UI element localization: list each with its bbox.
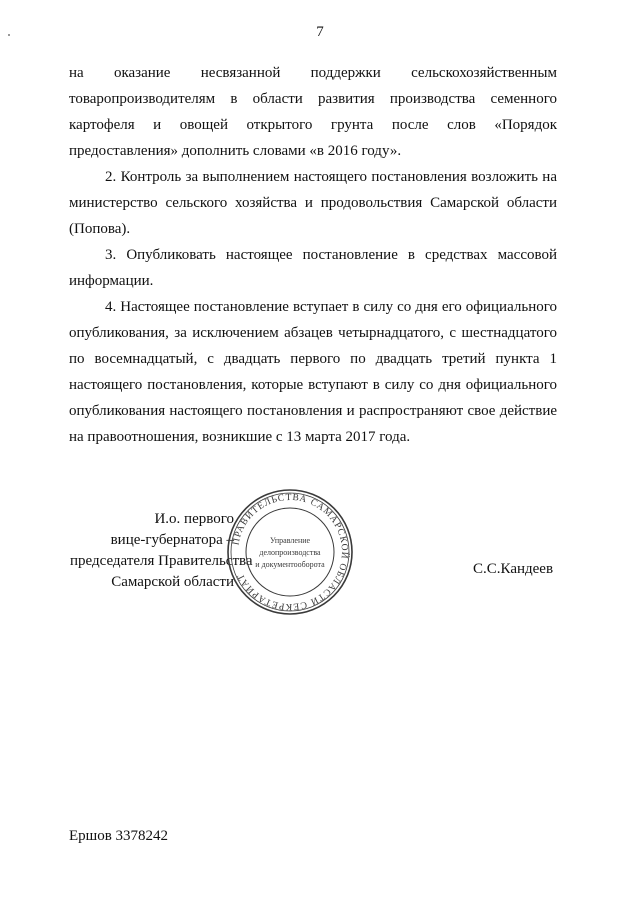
seal-inner-line: Управление [269,536,311,545]
signatory-title-line: председателя Правительства [70,553,253,569]
signatory-title-line: И.о. первого [154,511,234,527]
document-body [69,60,557,450]
signatory-title [70,509,253,593]
page-number: 7 [316,24,324,40]
signatory-name: С.С.Кандеев [473,561,554,577]
paragraph-item-4: 4. Настоящее постановление вступает в силу со дня его официального опубликования, за исключением абзацев четырнадцатого, с шестнадцатого по восемнадцатый, с двадцать первого по двадцать третий пункта 1 настоящего постановления, которые вступают в силу со дня официального опубликования настоящего постановления и распространяют свое действие на правоотношения, возникшие с 13 марта 2017 года. [69,299,557,445]
official-seal-stamp [225,487,355,617]
footer-executor-code: Ершов 3378242 [69,828,169,844]
signatory-title-line: Самарской области [111,574,234,590]
seal-graphic [225,487,355,617]
seal-ring-text: ПРАВИТЕЛЬСТВА САМАРСКОЙ ОБЛАСТИ СЕКРЕТАРИАТ [231,492,350,612]
seal-inner-line: и документооборота [255,560,325,569]
paragraph-continuation: на оказание несвязанной поддержки сельскохозяйственным товаропроизводителям в области развития производства семенного картофеля и овощей открытого грунта после слов «Порядок предоставления» дополнить словами «в 2016 году». [69,65,557,159]
signatory-title-line: вице-губернатора – [110,532,234,548]
paragraph-item-3: 3. Опубликовать настоящее постановление в средствах массовой информации. [69,247,557,289]
seal-inner-line: делопроизводства [259,548,321,557]
paragraph-item-2: 2. Контроль за выполнением настоящего постановления возложить на министерство сельского хозяйства и продовольствия Самарской области (Попова). [69,169,557,237]
